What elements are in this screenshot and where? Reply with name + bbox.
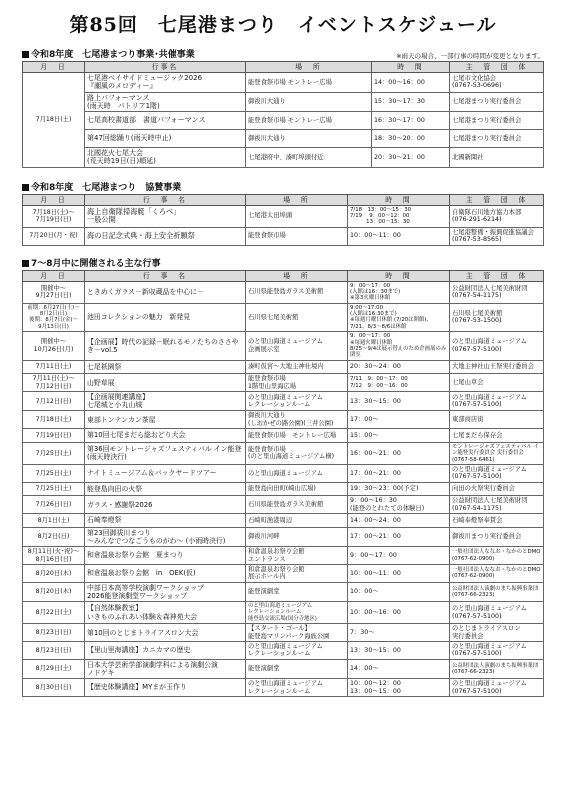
event-cell: 池田コレクションの魅力 新発見 <box>85 303 246 332</box>
date-cell: 前期：6月27日(土)～ 8月2日(日) 後期：8月7日(金)～ 9月13日(日) <box>23 303 85 332</box>
event-cell: 【里山里海講座】カニカマの歴史 <box>85 642 246 660</box>
date-cell: 8月23日(日) <box>23 624 85 642</box>
time-cell: 10：00～11：00 <box>348 564 450 582</box>
table-row <box>23 564 544 582</box>
date-cell: 7月18日(土)～ 7月19日(日) <box>23 205 85 227</box>
org-cell: 公益財団法人七尾美術財団 (0767-54-1175) <box>450 281 544 303</box>
event-cell: 七尾祇園祭 <box>85 360 246 374</box>
org-cell: 公益財団法人演劇のまち振興事業団 (0767-66-2323) <box>450 582 544 601</box>
table-row <box>23 73 544 93</box>
place-cell: のと里山海道ミュージアム レクレーションルーム 能登島交流広場(国分寺地区) <box>246 602 348 624</box>
event-cell: 和倉温泉お祭り会館 夏まつり <box>85 547 246 565</box>
org-cell: 自衛隊石川地方協力本部 (076-291-6214) <box>450 205 544 227</box>
table-header-row <box>23 194 544 205</box>
time-cell: 10：00～11：00 <box>348 227 450 245</box>
time-cell: 14：00～16：00 <box>372 73 450 93</box>
col-date: 月 日 <box>23 62 85 73</box>
org-cell: 七尾山草会 <box>450 374 544 392</box>
place-cell: 御祓川河畔 <box>246 527 348 546</box>
place-cell: 能登食祭市場 <box>246 227 348 245</box>
table-header-row <box>23 62 544 73</box>
col-place: 場 所 <box>246 62 372 73</box>
col-place: 場 所 <box>246 270 348 281</box>
square-bullet-icon <box>22 260 29 267</box>
time-cell: 14：00～ <box>348 659 450 678</box>
table-row <box>23 360 544 374</box>
org-cell: 御祓川まつり実行委員会 <box>450 527 544 546</box>
table-row <box>23 442 544 464</box>
place-cell: のと里山海道ミュージアム レクレーションルーム <box>246 642 348 660</box>
org-cell: 七尾市文化協会 (0767-53-0696) <box>450 73 544 93</box>
date-cell: 7月20日(月・祝) <box>23 227 85 245</box>
time-cell: 10：00～ <box>348 582 450 601</box>
date-cell: 7月12日(日) <box>23 392 85 411</box>
table-row <box>23 482 544 496</box>
org-cell: 石川県七尾美術館 (0767-53-1500) <box>450 303 544 332</box>
org-cell: 大地主神社山王祭実行委員会 <box>450 360 544 374</box>
date-cell: 開催中～ 9月27日(日) <box>23 281 85 303</box>
time-cell: 9：00～17：00 (入館は16：30まで) ※第3火曜日休館 <box>348 281 450 303</box>
place-cell: 石川県能登島ガラス美術館 <box>246 281 348 303</box>
place-cell: のと里山海道ミュージアム レクレーションルーム <box>246 679 348 697</box>
event-cell: 東部トンテンカン茶屋 <box>85 411 246 429</box>
place-cell: のと里山海道ミュージアム <box>246 464 348 482</box>
table-row <box>23 547 544 565</box>
date-cell: 8月20日(木) <box>23 564 85 582</box>
time-cell: 9:00～17:00 (入館は16:30まで) ※毎週月曜日休館 (7/20は開館)、7/21、8/3～8/6は休館 <box>348 303 450 332</box>
table-row <box>23 303 544 332</box>
event-cell: 【企画展関連講座】 七尾城と小丸山城 <box>85 392 246 411</box>
place-cell: 能登島向田町(崎山広場) <box>246 482 348 496</box>
square-bullet-icon <box>22 184 29 191</box>
date-cell: 7月25日(土) <box>23 464 85 482</box>
section-1-title: 令和8年度 七尾港まつり事業･共催事業 <box>31 50 195 60</box>
time-cell: 16：00～21：00 <box>348 442 450 464</box>
time-cell: 19：30～23：00(予定) <box>348 482 450 496</box>
event-cell: ガラス・感謝祭2026 <box>85 496 246 514</box>
event-cell: 第10回七尾まだら総おどり大会 <box>85 429 246 443</box>
table-row <box>23 227 544 245</box>
event-cell: 北國花火七尾大会 (荒天時19日(日)順延) <box>85 148 246 168</box>
place-cell: 和倉温泉お祭り会館 エントランス <box>246 547 348 565</box>
event-cell: 山野草展 <box>85 374 246 392</box>
time-cell: 9：00～17：00 <box>348 547 450 565</box>
place-cell: 【スタート・ゴール】 能登島マリンパーク海族公園 <box>246 624 348 642</box>
event-cell: 七尾高校書道部 書道パフォーマンス <box>85 112 246 130</box>
time-cell: 7/18 13：00～15：30 7/19 9：00～12：00 13：00～15：30 <box>348 205 450 227</box>
place-cell: のと里山海道ミュージアム 企画展示室 <box>246 332 348 361</box>
org-cell: 七尾港まつり実行委員会 <box>450 92 544 112</box>
org-cell: のと里山海道ミュージアム (0767-57-5100) <box>450 392 544 411</box>
place-cell: 能登食祭市場 1階里山里海広場 <box>246 374 348 392</box>
event-cell: 【歴史体験講座】MYまが玉作り <box>85 679 246 697</box>
col-org: 主 管 団 体 <box>450 62 544 73</box>
table-row <box>23 679 544 697</box>
section-1-header <box>22 47 544 60</box>
org-cell: 七尾港まつり実行委員会 <box>450 130 544 148</box>
event-cell: 海上自衛隊掃海艇「くろべ」 一般公開 <box>85 205 246 227</box>
event-cell: 【企画展】時代の記録－眠れるモノたちのささやき－vol.5 <box>85 332 246 361</box>
org-cell: 公益財団法人演劇のまち振興事業団 (0767-66-2323) <box>450 659 544 678</box>
page-title: 第85回 七尾港まつり イベントスケジュール <box>69 14 497 36</box>
place-cell: 能登演劇堂 <box>246 659 348 678</box>
place-cell: 御祓川大通り <box>246 130 372 148</box>
event-cell: 第47回総踊り(雨天時中止) <box>85 130 246 148</box>
table-row <box>23 374 544 392</box>
table-row <box>23 642 544 660</box>
date-cell: 7月18日(土) <box>23 73 85 168</box>
date-cell: 8月23日(日) <box>23 642 85 660</box>
event-cell: 石崎奉燈祭 <box>85 514 246 528</box>
square-bullet-icon <box>22 51 29 58</box>
date-cell: 開催中～ 10月26日(月) <box>23 332 85 361</box>
org-cell: 向田の火祭実行委員会 <box>450 482 544 496</box>
place-cell: 七尾港府中、湊町埠頭付近 <box>246 148 372 168</box>
col-org: 主 管 団 体 <box>450 194 544 205</box>
table-row <box>23 659 544 678</box>
col-date: 月 日 <box>23 270 85 281</box>
table-header-row <box>23 270 544 281</box>
org-cell: 北國新聞社 <box>450 148 544 168</box>
time-cell: 13：30～15：00 <box>348 392 450 411</box>
time-cell: 20：30～24：00 <box>348 360 450 374</box>
table-row <box>23 392 544 411</box>
org-cell: のと里山海道ミュージアム (0767-57-5100) <box>450 642 544 660</box>
time-cell: 17：00～ <box>348 411 450 429</box>
org-cell: 石崎奉燈祭奉賛会 <box>450 514 544 528</box>
table-row <box>23 429 544 443</box>
date-cell: 8月20日(木) <box>23 582 85 601</box>
org-cell: のと里山海道ミュージアム (0767-57-5100) <box>450 464 544 482</box>
col-event: 行 事 名 <box>85 194 246 205</box>
date-cell: 8月22日(土) <box>23 602 85 624</box>
place-cell: 能登食祭市場 (のと里山海道ミュージアム横) <box>246 442 348 464</box>
event-cell: 能登島向田の火祭 <box>85 482 246 496</box>
date-cell: 8月30日(日) <box>23 679 85 697</box>
place-cell: 能登食祭市場 モントレー広場 <box>246 73 372 93</box>
event-cell: 和倉温泉お祭り会館 in OEK(仮) <box>85 564 246 582</box>
time-cell: 7/11 9：00～17：00 7/12 9：00～16：00 <box>348 374 450 392</box>
org-cell: 七尾港整備・振興促進協議会 (0767-53-8565) <box>450 227 544 245</box>
place-cell: 石川県七尾美術館 <box>246 303 348 332</box>
table-row <box>23 602 544 624</box>
section-3-header <box>22 256 544 269</box>
event-cell: 海の日記念式典・海上安全祈願祭 <box>85 227 246 245</box>
event-cell: 路上パフォーマンス (雨天時 パトリア1階) <box>85 92 246 112</box>
section-3-title: 7～8月中に開催される主な行事 <box>31 258 161 269</box>
place-cell: 石川県能登島ガラス美術館 <box>246 496 348 514</box>
date-cell: 8月1日(土) <box>23 514 85 528</box>
date-cell: 7月25日(土) <box>23 482 85 496</box>
event-cell: 第10回のとじまトライアスロン大会 <box>85 624 246 642</box>
org-cell: 公益財団法人七尾美術財団 (0767-54-1175) <box>450 496 544 514</box>
date-cell: 7月11日(土) <box>23 360 85 374</box>
table-row <box>23 527 544 546</box>
time-cell: 9：00～17：00 ※毎週火曜日休館 8/25～9/4は展示替えのため企画展のみ閉室 <box>348 332 450 361</box>
org-cell: 七尾港まつり実行委員会 <box>450 112 544 130</box>
time-cell: 10：00～12：00 13：00～15：00 <box>348 679 450 697</box>
table-row <box>23 92 544 112</box>
section-2-table <box>22 194 544 246</box>
col-event: 行事名 <box>85 62 246 73</box>
place-cell: 能登食祭市場 モントレー広場 <box>246 112 372 130</box>
event-cell: 【自然体験教室】 いきものふれあい体験＆森神苑大会 <box>85 602 246 624</box>
col-event: 行 事 名 <box>85 270 246 281</box>
table-row <box>23 582 544 601</box>
place-cell: 御祓川大通り <box>246 92 372 112</box>
table-row <box>23 130 544 148</box>
rain-note: ※雨天の場合、一部行事の時間が変更となります。 <box>396 52 544 60</box>
place-cell: 湊町仮宮～大地主神社境内 <box>246 360 348 374</box>
date-cell: 8月29日(土) <box>23 659 85 678</box>
table-row <box>23 332 544 361</box>
date-cell: 7月11日(土)～ 7月12日(日) <box>23 374 85 392</box>
date-cell: 7月18日(土) <box>23 411 85 429</box>
event-cell: ときめくガラス－新収蔵品を中心に－ <box>85 281 246 303</box>
table-row <box>23 624 544 642</box>
col-time: 時 間 <box>372 62 450 73</box>
event-cell: 第23回御祓川まつり ～みんなでつなごうものがわ～ (小雨時決行) <box>85 527 246 546</box>
col-time: 時 間 <box>348 270 450 281</box>
org-cell: モントレージャズフェスティバル イン能登実行委員会 実行委員会 (0767-58-6461) <box>450 442 544 464</box>
org-cell: 七尾まだら保存会 <box>450 429 544 443</box>
time-cell: 15：30～17：30 <box>372 92 450 112</box>
event-cell: 中部日本高等学校演劇ワークショップ 2026能登演劇堂ワークショップ <box>85 582 246 601</box>
place-cell: のと里山海道ミュージアム レクレーションルーム <box>246 392 348 411</box>
event-cell: 七尾港ベイサイドミュージック2026 『潮風のメロディー』 <box>85 73 246 93</box>
time-cell: 20：30～21：00 <box>372 148 450 168</box>
place-cell: 七尾港太田埠頭 <box>246 205 348 227</box>
table-row <box>23 514 544 528</box>
time-cell: 15：00～ <box>348 429 450 443</box>
place-cell: 和倉温泉お祭り会館 展示ホール内 <box>246 564 348 582</box>
place-cell: 石崎町漁港周辺 <box>246 514 348 528</box>
org-cell: のと里山海道ミュージアム (0767-57-5100) <box>450 602 544 624</box>
table-row <box>23 205 544 227</box>
date-cell: 7月25日(土) <box>23 442 85 464</box>
place-cell: 能登食祭市場 モントレー広場 <box>246 429 348 443</box>
event-cell: ナイトミュージアム＆バックヤードツアー <box>85 464 246 482</box>
time-cell: 18：30～20：00 <box>372 130 450 148</box>
org-cell: のと里山海道ミュージアム (0767-57-5100) <box>450 679 544 697</box>
table-row <box>23 281 544 303</box>
date-cell: 7月19日(日) <box>23 429 85 443</box>
date-cell: 8月2日(日) <box>23 527 85 546</box>
org-cell: 一般社団法人ななお・なかのとDMO (0767-62-0900) <box>450 547 544 565</box>
col-date: 月 日 <box>23 194 85 205</box>
place-cell: 能登演劇堂 <box>246 582 348 601</box>
time-cell: 17：00～21：00 <box>348 464 450 482</box>
time-cell: 7：30～ <box>348 624 450 642</box>
org-cell: 一般社団法人ななお・なかのとDMO (0767-62-0900) <box>450 564 544 582</box>
section-2-title: 令和8年度 七尾港まつり 協賛事業 <box>31 182 182 193</box>
place-cell: 御祓川大通り (しおかぜの路公園)(三井公園) <box>246 411 348 429</box>
table-row <box>23 496 544 514</box>
date-cell: 7月26日(日) <box>23 496 85 514</box>
table-row <box>23 112 544 130</box>
col-org: 主 管 団 体 <box>450 270 544 281</box>
org-cell: のと里山海道ミュージアム (0767-57-5100) <box>450 332 544 361</box>
time-cell: 16：30～17：00 <box>372 112 450 130</box>
event-cell: 日本大学芸術学部演劇学科による演劇公演 ノドゲキ <box>85 659 246 678</box>
time-cell: 13：30～15：00 <box>348 642 450 660</box>
col-time: 時 間 <box>348 194 450 205</box>
section-1-table <box>22 61 544 168</box>
time-cell: 9：00～16：30 (能登のとれたての体験日) <box>348 496 450 514</box>
table-row <box>23 411 544 429</box>
table-row <box>23 148 544 168</box>
section-3-table <box>22 270 544 697</box>
col-place: 場 所 <box>246 194 348 205</box>
section-2-header <box>22 180 544 193</box>
date-cell: 8月11日(火･祝)～ 8月16日(日) <box>23 547 85 565</box>
table-row <box>23 464 544 482</box>
time-cell: 14：00～24：00 <box>348 514 450 528</box>
time-cell: 17：00～21：00 <box>348 527 450 546</box>
time-cell: 10：00～16：00 <box>348 602 450 624</box>
org-cell: のとじまトライアスロン 実行委員会 <box>450 624 544 642</box>
event-cell: 第36回モントレージャズフェスティバル イン能登(雨天時決行) <box>85 442 246 464</box>
org-cell: 東部商店街 <box>450 411 544 429</box>
